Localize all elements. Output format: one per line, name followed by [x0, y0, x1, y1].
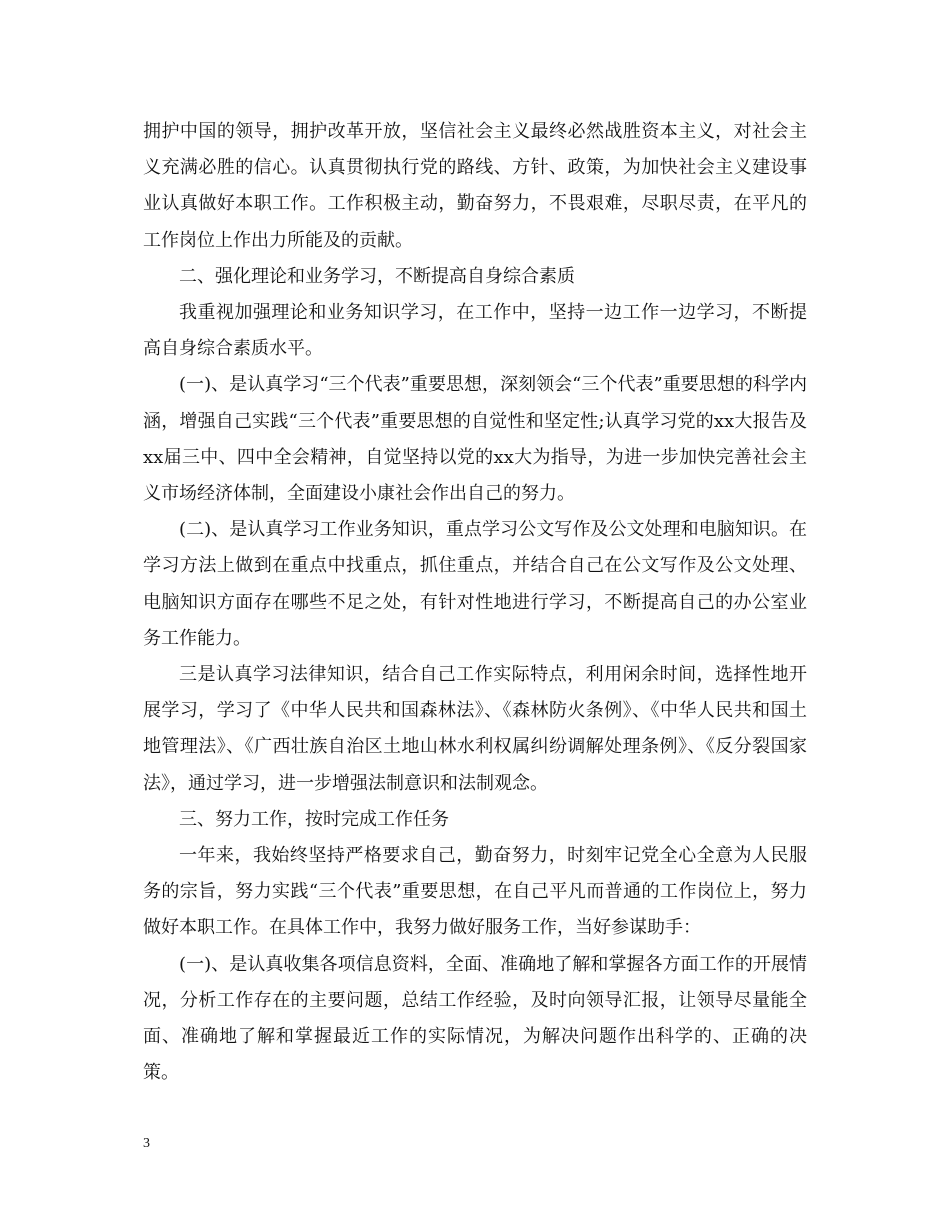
paragraph-8: 一年来，我始终坚持严格要求自己，勤奋努力，时刻牢记党全心全意为人民服务的宗旨，努力实践“三个代表”重要思想，在自己平凡而普通的工作岗位上，努力做好本职工作。在具体工作中，我努力做好服务工作，当好参谋助手： — [143, 845, 807, 939]
paragraph-1: 拥护中国的领导，拥护改革开放，坚信社会主义最终必然战胜资本主义，对社会主义充满必胜的信心。认真贯彻执行党的路线、方针、政策，为加快社会主义建设事业认真做好本职工作。工作积极主动，勤奋努力，不畏艰难，尽职尽责，在平凡的工作岗位上作出力所能及的贡献。 — [143, 121, 807, 251]
paragraph-4: (一)、是认真学习“三个代表”重要思想，深刻领会“三个代表”重要思想的科学内涵，增强自己实践“三个代表”重要思想的自觉性和坚定性;认真学习党的xx大报告及xx届三中、四中全会精神，自觉坚持以党的xx大为指导，为进一步加快完善社会主义市场经济体制，全面建设小康社会作出自己的努力。 — [143, 374, 807, 505]
paragraph-3: 我重视加强理论和业务知识学习，在工作中，坚持一边工作一边学习，不断提高自身综合素质水平。 — [143, 302, 807, 360]
page-number: 3 — [143, 1136, 150, 1151]
heading-section-2: 二、强化理论和业务学习，不断提高自身综合素质 — [179, 265, 575, 287]
paragraph-5: (二)、是认真学习工作业务知识，重点学习公文写作及公文处理和电脑知识。在学习方法上做到在重点中找重点，抓住重点，并结合自己在公文写作及公文处理、电脑知识方面存在哪些不足之处，有针对性地进行学习，不断提高自己的办公室业务工作能力。 — [143, 519, 807, 649]
paragraph-9: (一)、是认真收集各项信息资料，全面、准确地了解和掌握各方面工作的开展情况，分析工作存在的主要问题，总结工作经验，及时向领导汇报，让领导尽量能全面、准确地了解和掌握最近工作的实际情况，为解决问题作出科学的、正确的决策。 — [143, 953, 807, 1084]
heading-section-3: 三、努力工作，按时完成工作任务 — [179, 808, 449, 830]
document-body — [143, 114, 807, 1091]
paragraph-6: 三是认真学习法律知识，结合自己工作实际特点，利用闲余时间，选择性地开展学习，学习了《中华人民共和国森林法》、《森林防火条例》、《中华人民共和国土地管理法》、《广西壮族自治区土地山林水利权属纠纷调解处理条例》、《反分裂国家法》，通过学习，进一步增强法制意识和法制观念。 — [143, 664, 807, 794]
